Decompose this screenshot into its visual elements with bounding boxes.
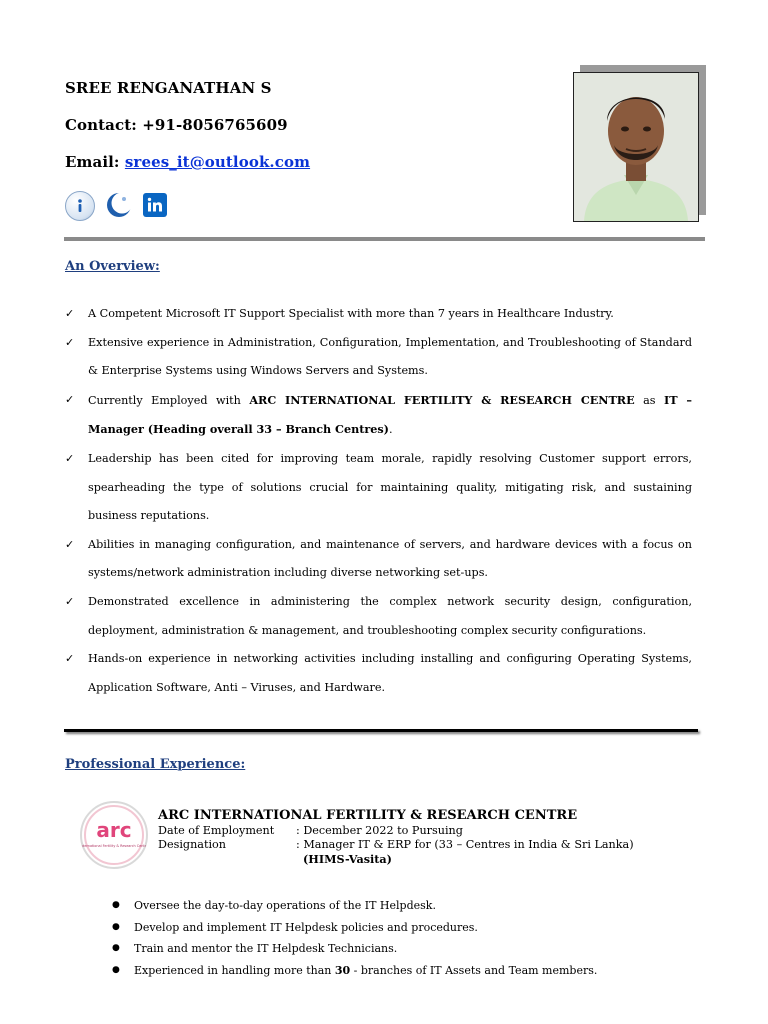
contact-line — [65, 116, 288, 134]
list-item: ✓ A Competent Microsoft IT Support Specialist with more than 7 years in Healthcare Industry. — [65, 300, 692, 329]
list-item: ✓ Leadership has been cited for improving team morale, rapidly resolving Customer support errors, spearheading the type of solutions crucial for maintaining quality, mitigating risk, and sustaining business reputations. — [65, 445, 692, 531]
linkedin-icon[interactable] — [143, 193, 167, 217]
list-item: ● Oversee the day-to-day operations of the IT Helpdesk. — [112, 895, 597, 917]
date-value: : December 2022 to Pursuing — [296, 824, 463, 837]
logo-subtext: International Fertility & Research Centre — [82, 844, 146, 848]
social-icons — [65, 191, 167, 221]
date-label: Date of Employment — [158, 824, 275, 837]
list-item: ● Train and mentor the IT Helpdesk Technicians. — [112, 938, 597, 960]
crescent-icon[interactable] — [105, 191, 133, 219]
list-item: ● Develop and implement IT Helpdesk policies and procedures. — [112, 917, 597, 939]
list-item: ✓ Currently Employed with ARC INTERNATIONAL FERTILITY & RESEARCH CENTRE as IT – Manager (Heading overall 33 – Branch Centres). — [65, 386, 692, 445]
designation-extra: (HIMS-Vasita) — [303, 852, 392, 866]
contact-label: Contact: — [65, 116, 143, 134]
logo-text: arc — [96, 818, 132, 842]
check-icon: ✓ — [65, 335, 75, 349]
company-logo — [80, 801, 148, 869]
list-item: ✓ Abilities in managing configuration, and maintenance of servers, and hardware devices with a focus on systems/network administration including diverse networking set-ups. — [65, 531, 692, 588]
section-divider — [64, 729, 698, 732]
duties-list — [112, 895, 597, 981]
header-divider — [64, 237, 705, 241]
info-icon[interactable] — [65, 191, 95, 221]
overview-list — [65, 300, 692, 702]
check-icon: ✓ — [65, 652, 75, 666]
check-icon: ✓ — [65, 307, 75, 320]
experience-heading: Professional Experience: — [65, 757, 246, 772]
email-label: Email: — [65, 153, 125, 171]
check-icon: ✓ — [65, 392, 75, 406]
designation-label: Designation — [158, 838, 226, 851]
company-name: ARC INTERNATIONAL FERTILITY & RESEARCH CENTRE — [158, 808, 578, 823]
profile-photo — [573, 72, 699, 222]
designation-value: : Manager IT & ERP for (33 – Centres in India & Sri Lanka) — [296, 838, 634, 851]
check-icon: ✓ — [65, 451, 75, 465]
list-item: ✓ Demonstrated excellence in administering the complex network security design, configuration, deployment, administration & management, and troubleshooting complex security configurations. — [65, 588, 692, 645]
list-item: ✓ Extensive experience in Administration, Configuration, Implementation, and Troubleshooting of Standard & Enterprise Systems using Windows Servers and Systems. — [65, 329, 692, 386]
list-item: ✓ Hands-on experience in networking activities including installing and configuring Operating Systems, Application Software, Anti – Viruses, and Hardware. — [65, 645, 692, 702]
email-link[interactable]: srees_it@outlook.com — [124, 153, 311, 171]
candidate-name: SREE RENGANATHAN S — [65, 79, 272, 97]
check-icon: ✓ — [65, 537, 75, 551]
contact-phone: +91-8056765609 — [142, 116, 288, 134]
check-icon: ✓ — [65, 594, 75, 608]
list-item: ● Experienced in handling more than 30 - branches of IT Assets and Team members. — [112, 960, 597, 982]
email-line — [65, 153, 310, 171]
overview-heading: An Overview: — [65, 259, 160, 274]
overview-title: An Overview — [65, 259, 156, 274]
